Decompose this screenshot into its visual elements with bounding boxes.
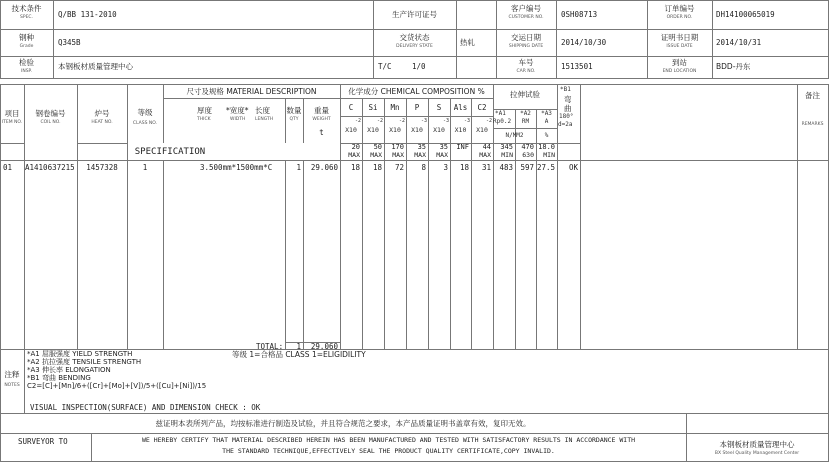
rule <box>0 84 829 85</box>
b1-label3: 曲 <box>564 104 572 113</box>
row-qty: 1 <box>296 163 301 172</box>
chem-mult: X10 <box>389 126 401 134</box>
rule <box>712 0 713 78</box>
b1-label2: 弯 <box>564 95 572 104</box>
chem-exp: -3 <box>420 118 427 124</box>
rule <box>0 461 829 462</box>
heat-label: 炉号 <box>94 109 110 118</box>
shipping-date-label-en: SHIPPING DATE <box>508 44 544 49</box>
rule <box>0 0 829 1</box>
tensile-limit: 470 <box>521 143 534 151</box>
chem-exp: -2 <box>354 118 361 124</box>
weight-label-en: WEIGHT <box>312 117 331 122</box>
cert-en-2: THE STANDARD TECHNIQUE,EFFECTIVELY SEAL THE PRODUCT QUALITY CERTIFICATE,COPY INVALID. <box>222 447 555 455</box>
row-tensile-value: 597 <box>520 163 534 172</box>
item-label-en: ITEM NO. <box>1 120 23 125</box>
tensile-limit: 345 <box>500 143 513 151</box>
note-line: *A2 抗拉强度 TENSILE STRENGTH <box>27 358 142 366</box>
chem-limit: 50 <box>373 143 382 151</box>
row-heat: 1457328 <box>86 163 118 172</box>
issue-date-label: 证明书日期 <box>660 33 699 42</box>
chem-element-si: Si <box>368 103 378 112</box>
chem-exp: -3 <box>442 118 449 124</box>
a2-label: *A2 <box>520 110 531 117</box>
car-label: 车号 <box>518 58 534 67</box>
a3-label: *A3 <box>541 110 552 117</box>
note-line: *B1 弯曲 BENDING <box>27 374 91 382</box>
length-label-en: LENGTH <box>255 117 274 122</box>
weight-unit: t <box>319 128 324 137</box>
notes-label-en: NOTES <box>4 383 20 388</box>
coil-label: 钢卷编号 <box>35 109 66 118</box>
b1-label5: d=2a <box>558 121 573 128</box>
customer-no-label: 客户编号 <box>511 4 541 13</box>
note-line: C2=[C]+[Mn]/6+([Cr]+[Mo]+[V])/5+([Cu]+[Ni])/15 <box>27 382 207 390</box>
width-label-en: WIDTH <box>230 117 246 122</box>
order-no-label: 订单编号 <box>664 4 695 13</box>
row-coil: A1410637215 <box>25 163 75 172</box>
rule <box>0 78 829 79</box>
chem-element-p: P <box>414 103 420 112</box>
note-line: *A3 伸长率 ELONGATION <box>27 366 111 374</box>
rule <box>0 433 829 434</box>
a3-label2: A <box>544 118 549 125</box>
chem-element-mn: Mn <box>390 103 400 112</box>
chem-element-c: C <box>348 103 354 112</box>
heat-label-en: HEAT NO. <box>91 120 113 125</box>
delivery-label: 交货状态 <box>399 33 430 42</box>
rule <box>0 56 829 57</box>
shipping-date: 2014/10/30 <box>561 38 607 47</box>
remark-label-en: REMARKS <box>801 122 824 127</box>
row-size: 3.500mm*1500mm*C <box>200 163 273 172</box>
row-chem-value: 8 <box>421 163 426 172</box>
chem-element-s: S <box>436 103 442 112</box>
insp-label: 检验 <box>19 58 34 67</box>
weight-label: 重量 <box>314 106 329 115</box>
row-chem-value: 3 <box>443 163 448 172</box>
chem-limit: INF <box>456 143 469 151</box>
rule <box>0 84 1 413</box>
rule <box>556 0 557 78</box>
row-chem-value: 18 <box>372 163 382 172</box>
chem-limit-type: MAX <box>370 151 382 159</box>
rule <box>163 160 164 349</box>
chem-element-c2: C2 <box>477 103 487 112</box>
chem-mult: X10 <box>476 126 488 134</box>
center-cn: 本钢板材质量管理中心 <box>719 440 795 449</box>
center-en: BX Steel Quality Management Center <box>714 451 800 456</box>
tensile-header: 拉伸试验 <box>510 90 540 99</box>
customer-no: 0SH08713 <box>561 10 598 19</box>
rule <box>493 128 557 129</box>
rule <box>456 0 457 78</box>
a1-label2: Rp0.2 <box>493 118 512 125</box>
cert-cn: 兹证明本表所列产品，均按标准进行制造及试验，并且符合规范之要求，本产品质量证明书盖章有效，复印无效。 <box>155 419 531 428</box>
rule <box>0 160 829 161</box>
size-header: 尺寸及规格 MATERIAL DESCRIPTION <box>186 87 317 96</box>
class-label-en: CLASS NO. <box>132 121 158 126</box>
delivery-label-en: DELIVERY STATE <box>396 44 433 49</box>
tensile-limit-type: MIN <box>543 151 555 159</box>
b1-label4: 180° <box>559 113 574 120</box>
chem-header: 化学成分 CHEMICAL COMPOSITION % <box>348 87 485 96</box>
chem-limit-type: MAX <box>436 151 448 159</box>
rule <box>471 98 472 349</box>
customer-no-label-en: CUSTOMER NO. <box>508 15 544 20</box>
rule <box>53 0 54 78</box>
grade-value: Q345B <box>58 38 81 47</box>
chem-limit: 20 <box>351 143 360 151</box>
length-label: 长度 <box>255 106 270 115</box>
rule <box>77 143 127 144</box>
thick-label: 厚度 <box>197 106 212 115</box>
order-no: DH14100065019 <box>716 10 775 19</box>
chem-mult: X10 <box>454 126 467 134</box>
insp-value: 本钢板材质量管理中心 <box>58 62 133 71</box>
rule <box>0 143 24 144</box>
spec-label-en: SPEC. <box>20 15 33 20</box>
chem-exp: -2 <box>485 118 492 124</box>
a2-label2: RM <box>521 118 530 125</box>
chem-exp: -3 <box>463 118 470 124</box>
rule <box>450 98 451 349</box>
a1-label: *A1 <box>495 110 506 117</box>
coil-label-en: COIL NO. <box>40 120 61 125</box>
insp-label-en: INSP. <box>21 69 32 74</box>
chem-limit: 170 <box>391 143 404 151</box>
tc-value: 1/0 <box>412 62 426 71</box>
spec-value: Q/BB 131-2010 <box>58 10 117 19</box>
chem-mult: X10 <box>411 126 423 134</box>
row-chem-value: 18 <box>459 163 469 172</box>
end-label-en: END LOCATION <box>662 69 697 74</box>
rule <box>580 84 581 349</box>
tensile-limit-type: 630 <box>522 151 534 159</box>
tc-label: T/C <box>378 62 392 71</box>
rule <box>428 98 429 349</box>
shipping-date-label: 交运日期 <box>511 33 541 42</box>
rule <box>0 29 829 30</box>
chem-limit: 35 <box>439 143 448 151</box>
total-label: TOTAL: <box>256 342 284 351</box>
total-qty: 1 <box>296 342 301 351</box>
rule <box>0 413 829 414</box>
rule <box>303 160 304 349</box>
tensile-limit: 18.0 <box>538 143 555 151</box>
grade-note: 等级 1=合格品 CLASS 1=ELIGIDILITY <box>232 350 366 359</box>
rule <box>362 98 363 349</box>
grade-label: 钢种 <box>19 33 34 42</box>
visual-inspection: VISUAL INSPECTION(SURFACE) AND DIMENSION CHECK : OK <box>30 403 261 412</box>
mpa-unit: N/MM2 <box>505 132 524 139</box>
pct-unit: % <box>544 132 549 139</box>
chem-limit-type: MAX <box>479 151 491 159</box>
rule <box>285 160 286 349</box>
cert-en-1: WE HEREBY CERTIFY THAT MATERIAL DESCRIBED HEREIN HAS BEEN MANUFACTURED AND TESTED WITH SATISFACTORY RESULTS IN ACCORDANCE WITH <box>141 436 636 444</box>
item-label: 项目 <box>4 109 20 118</box>
b1-label: *B1 <box>560 86 571 93</box>
grade-label-en: Grade <box>19 44 34 49</box>
delivery-value: 热轧 <box>460 38 475 47</box>
chem-limit-type: MAX <box>414 151 426 159</box>
permit-label: 生产许可证号 <box>392 10 437 19</box>
car-value: 1513501 <box>561 62 593 71</box>
rule <box>340 98 493 99</box>
total-weight: 29.060 <box>310 342 338 351</box>
chem-mult: X10 <box>433 126 445 134</box>
class-label: 等级 <box>137 108 153 117</box>
row-bend: OK <box>568 163 578 172</box>
qty-label: 数量 <box>286 106 302 115</box>
chem-exp: -2 <box>376 118 383 124</box>
row-item: 01 <box>3 163 13 172</box>
order-no-label-en: ORDER NO. <box>666 15 693 20</box>
tensile-limit-type: MIN <box>501 151 513 159</box>
rule <box>406 98 407 349</box>
note-line: *A1 屈服强度 YIELD STRENGTH <box>27 350 133 358</box>
rule <box>24 349 25 413</box>
surveyor-label: SURVEYOR TO <box>18 437 68 446</box>
row-weight: 29.060 <box>310 163 338 172</box>
end-value: BDD-丹东 <box>716 62 751 71</box>
row-chem-value: 18 <box>350 163 360 172</box>
chem-exp: -2 <box>398 118 405 124</box>
chem-limit: 35 <box>417 143 426 151</box>
width-label: *宽度* <box>226 106 249 115</box>
chem-mult: X10 <box>367 126 379 134</box>
spec-label: 技术条件 <box>11 4 42 13</box>
issue-date-label-en: ISSUE DATE <box>666 44 693 49</box>
row-tensile-value: 483 <box>499 163 513 172</box>
row-chem-value: 31 <box>481 163 491 172</box>
rule <box>340 116 493 117</box>
rule <box>163 98 340 99</box>
spec-title: SPECIFICATION <box>134 147 206 157</box>
row-class: 1 <box>142 163 148 172</box>
issue-date: 2014/10/31 <box>716 38 762 47</box>
chem-limit-type: MAX <box>392 151 404 159</box>
end-label: 到站 <box>672 58 687 67</box>
thick-label-en: THICK <box>197 117 211 122</box>
qty-label-en: QTY <box>289 117 299 122</box>
chem-limit: 44 <box>482 143 491 151</box>
notes-label: 注释 <box>4 370 20 379</box>
chem-mult: X10 <box>345 126 357 134</box>
rule <box>384 98 385 349</box>
row-chem-value: 72 <box>394 163 404 172</box>
car-label-en: CAR NO. <box>516 69 536 74</box>
chem-element-als: Als <box>453 103 468 112</box>
row-tensile-value: 27.5 <box>536 163 555 172</box>
remark-label: 备注 <box>805 91 820 100</box>
chem-limit-type: MAX <box>348 151 360 159</box>
